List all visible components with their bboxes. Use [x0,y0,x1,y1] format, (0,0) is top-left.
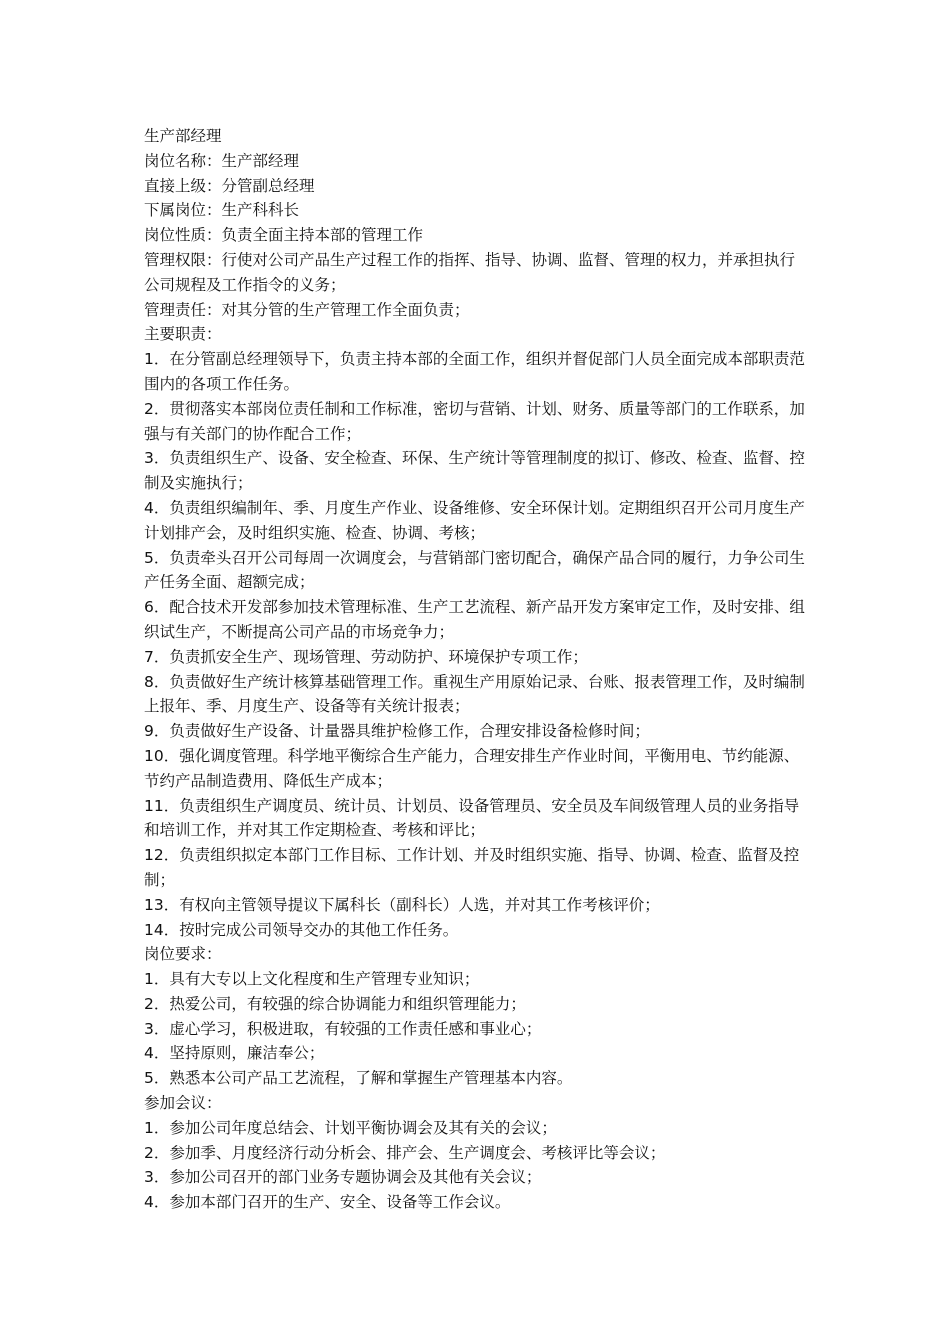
duty-item: 11．负责组织生产调度员、统计员、计划员、设备管理员、安全员及车间级管理人员的业务指导和培训工作，并对其工作定期检查、考核和评比； [144,796,800,840]
duty-item: 13．有权向主管领导提议下属科长（副科长）人选，并对其工作考核评价； [144,895,660,914]
duty-item: 14．按时完成公司领导交办的其他工作任务。 [144,920,459,939]
meetings-heading: 参加会议： [144,1094,222,1113]
duty-item: 3．负责组织生产、设备、安全检查、环保、生产统计等管理制度的拟订、修改、检查、监督、控制及实施执行； [144,449,805,493]
meeting-item: 3．参加公司召开的部门业务专题协调会及其他有关会议； [144,1168,542,1187]
meeting-item: 1．参加公司年度总结会、计划平衡协调会及其有关的会议； [144,1118,557,1137]
duty-item: 9．负责做好生产设备、计量器具维护检修工作，合理安排设备检修时间； [144,722,650,741]
position-name: 岗位名称：生产部经理 [144,151,300,170]
requirement-item: 3．虚心学习，积极进取，有较强的工作责任感和事业心； [144,1019,542,1038]
duty-item: 12．负责组织拟定本部门工作目标、工作计划、并及时组织实施、指导、协调、检查、监督及控制； [144,846,800,889]
requirement-item: 5．熟悉本公司产品工艺流程，了解和掌握生产管理基本内容。 [144,1069,573,1088]
requirements-heading: 岗位要求： [144,945,222,964]
requirement-item: 2．热爱公司，有较强的综合协调能力和组织管理能力； [144,994,526,1013]
management-responsibility: 管理责任：对其分管的生产管理工作全面负责； [144,300,470,319]
management-authority: 管理权限：行使对公司产品生产过程工作的指挥、指导、协调、监督、管理的权力，并承担执行公司规程及工作指令的义务； [144,250,796,294]
duty-item: 5．负责牵头召开公司每周一次调度会，与营销部门密切配合，确保产品合同的履行，力争公司生产任务全面、超额完成； [144,548,805,592]
duty-item: 1．在分管副总经理领导下，负责主持本部的全面工作，组织并督促部门人员全面完成本部职责范围内的各项工作任务。 [144,350,805,393]
duty-item: 7．负责抓安全生产、现场管理、劳动防护、环境保护专项工作； [144,647,588,666]
meeting-item: 2．参加季、月度经济行动分析会、排产会、生产调度会、考核评比等会议； [144,1143,666,1162]
subordinate-position: 下属岗位：生产科科长 [144,201,300,220]
duty-item: 2．贯彻落实本部岗位责任制和工作标准，密切与营销、计划、财务、质量等部门的工作联系，加强与有关部门的协作配合工作； [144,399,805,443]
duty-item: 10．强化调度管理。科学地平衡综合生产能力，合理安排生产作业时间，平衡用电、节约能源、节约产品制造费用、降低生产成本； [144,746,800,790]
meeting-item: 4．参加本部门召开的生产、安全、设备等工作会议。 [144,1193,511,1212]
duty-item: 6．配合技术开发部参加技术管理标准、生产工艺流程、新产品开发方案审定工作，及时安排、组织试生产，不断提高公司产品的市场竞争力； [144,598,805,641]
duty-item: 4．负责组织编制年、季、月度生产作业、设备维修、安全环保计划。定期组织召开公司月度生产计划排产会，及时组织实施、检查、协调、考核； [144,498,805,542]
requirement-item: 1．具有大专以上文化程度和生产管理专业知识； [144,970,480,989]
direct-superior: 直接上级：分管副总经理 [144,176,315,195]
duties-heading: 主要职责： [144,325,222,344]
document-body [144,124,809,1215]
document-title: 生产部经理 [144,127,222,145]
position-nature: 岗位性质：负责全面主持本部的管理工作 [144,226,424,245]
requirement-item: 4．坚持原则，廉洁奉公； [144,1044,325,1063]
duty-item: 8．负责做好生产统计核算基础管理工作。重视生产用原始记录、台账、报表管理工作，及时编制上报年、季、月度生产、设备等有关统计报表； [144,672,805,716]
